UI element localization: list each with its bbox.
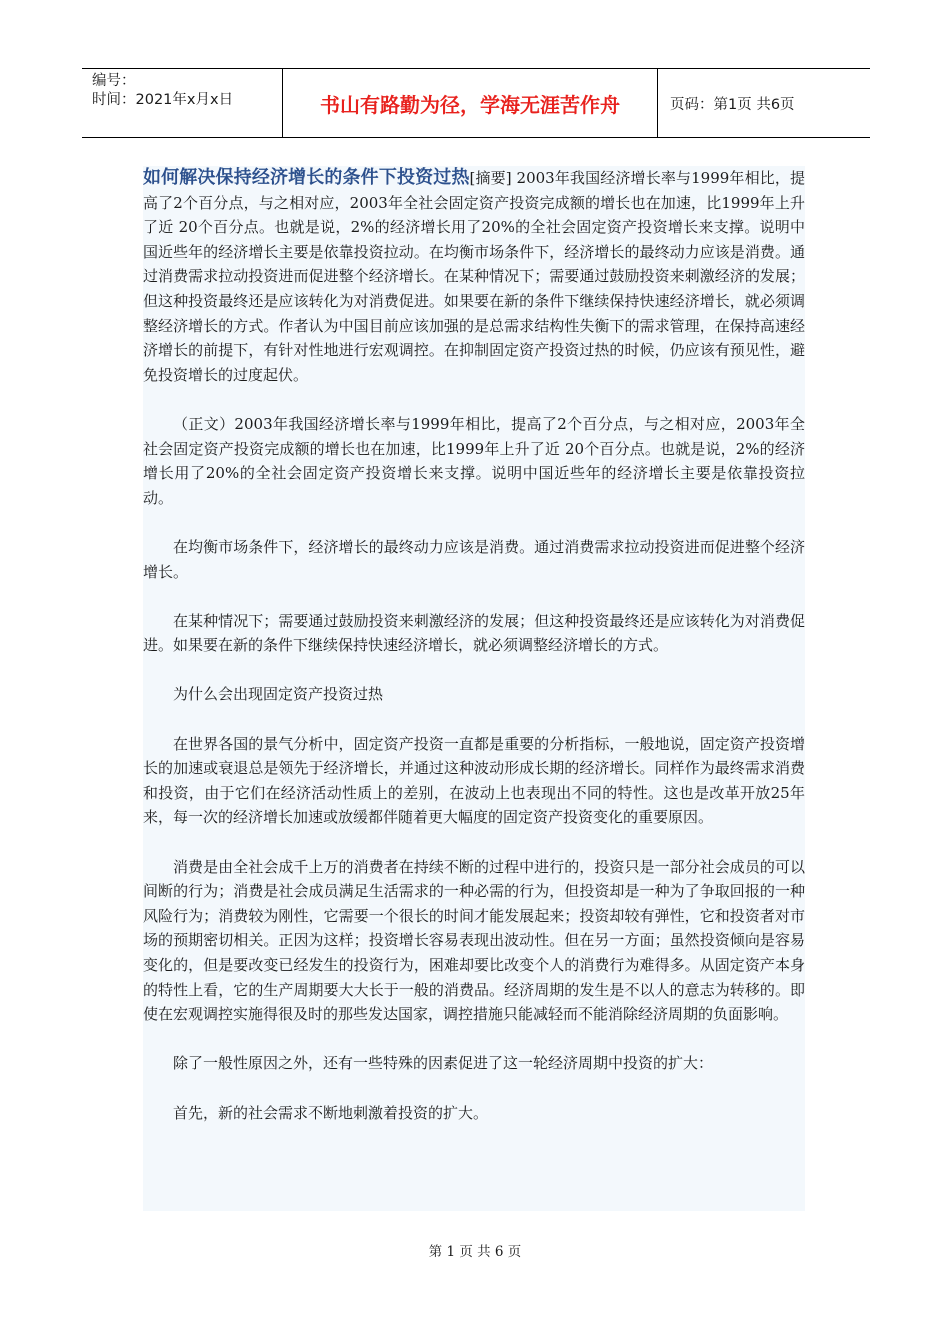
abstract-paragraph — [143, 166, 805, 387]
page-header — [82, 68, 870, 138]
abstract-text: [摘要] 2003年我国经济增长率与1999年相比，提高了2个百分点，与之相对应，2003年全社会固定资产投资完成额的增长也在加速，比1999年上升了近 20个百分点。也就是说，2%的经济增长用了20%的全社会固定资产投资增长来支撑。说明中国近些年的经济增长主要是依靠投资拉动。在均衡市场条件下，经济增长的最终动力应该是消费。通过消费需求拉动投资进而促进整个经济增长。在某种情况下；需要通过鼓励投资来刺激经济的发展；但这种投资最终还是应该转化为对消费促进。如果要在新的条件下继续保持快速经济增长，就必须调整经济增长的方式。作者认为中国目前应该加强的是总需求结构性失衡下的需求管理，在保持高速经济增长的前提下，有针对性地进行宏观调控。在抑制固定资产投资过热的时候，仍应该有预见性，避免投资增长的过度起伏。 — [143, 169, 805, 384]
page-footer: 第 1 页 共 6 页 — [428, 1244, 522, 1260]
header-page-label: 页码：第1页 共6页 — [657, 69, 870, 137]
body-paragraph-7: 首先，新的社会需求不断地刺激着投资的扩大。 — [173, 1103, 489, 1122]
body-paragraph-6: 除了一般性原因之外，还有一些特殊的因素促进了这一轮经济周期中投资的扩大： — [173, 1054, 714, 1073]
time-label: 时间：2021年x月x日 — [92, 92, 234, 108]
section-heading: 为什么会出现固定资产投资过热 — [173, 685, 384, 704]
header-motto: 书山有路勤为径，学海无涯苦作舟 — [282, 69, 657, 137]
body-paragraph-2: 在均衡市场条件下，经济增长的最终动力应该是消费。通过消费需求拉动投资进而促进整个经济增长。 — [143, 537, 805, 581]
article-body — [143, 166, 805, 1211]
header-info — [82, 69, 282, 137]
body-paragraph-5: 消费是由全社会成千上万的消费者在持续不断的过程中进行的，投资只是一部分社会成员的可以间断的行为；消费是社会成员满足生活需求的一种必需的行为，但投资却是一种为了争取回报的一种风险行为；消费较为刚性，它需要一个很长的时间才能发展起来；投资却较有弹性，它和投资者对市场的预期密切相关。正因为这样；投资增长容易表现出波动性。但在另一方面；虽然投资倾向是容易变化的，但是要改变已经发生的投资行为，困难却要比改变个人的消费行为难得多。从固定资产本身的特性上看，它的生产周期要大大长于一般的消费品。经济周期的发生是不以人的意志为转移的。即使在宏观调控实施得很及时的那些发达国家，调控措施只能减轻而不能消除经济周期的负面影响。 — [143, 857, 805, 1024]
number-label: 编号： — [92, 73, 136, 89]
body-paragraph-1: （正文）2003年我国经济增长率与1999年相比，提高了2个百分点，与之相对应，2003年全社会固定资产投资完成额的增长也在加速，比1999年上升了近 20个百分点。也就是说，2%的经济增长用了20%的全社会固定资产投资增长来支撑。说明中国近些年的经济增长主要是依靠投资拉动。 — [143, 414, 805, 507]
body-paragraph-4: 在世界各国的景气分析中，固定资产投资一直都是重要的分析指标，一般地说，固定资产投资增长的加速或衰退总是领先于经济增长，并通过这种波动形成长期的经济增长。同样作为最终需求消费和投资，由于它们在经济活动性质上的差别，在波动上也表现出不同的特性。这也是改革开放25年来，每一次的经济增长加速或放缓都伴随着更大幅度的固定资产投资变化的重要原因。 — [143, 734, 805, 827]
article-title: 如何解决保持经济增长的条件下投资过热 — [143, 167, 470, 188]
body-paragraph-3: 在某种情况下；需要通过鼓励投资来刺激经济的发展；但这种投资最终还是应该转化为对消费促进。如果要在新的条件下继续保持快速经济增长，就必须调整经济增长的方式。 — [143, 611, 805, 655]
